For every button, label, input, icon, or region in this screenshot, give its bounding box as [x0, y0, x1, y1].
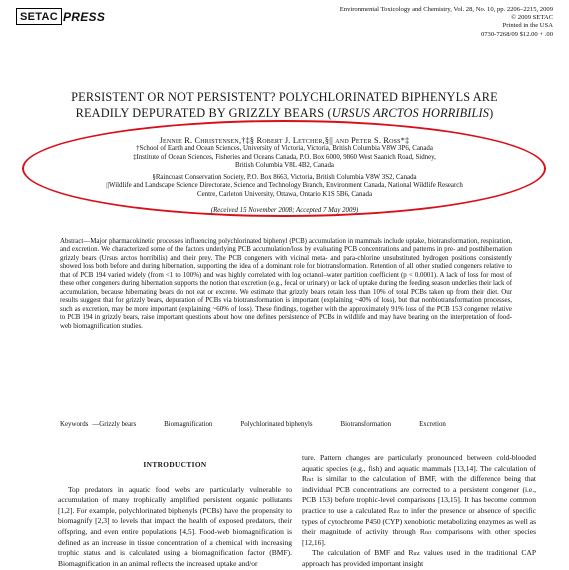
abstract-label: Abstract: [60, 238, 84, 245]
species-name: URSUS ARCTOS HORRIBILIS: [331, 105, 490, 120]
received-dates: (Received 15 November 2008; Accepted 7 May 2009): [210, 207, 359, 214]
keyword: Biomagnification: [164, 421, 213, 428]
body-paragraph: ture. Pattern changes are particularly pronounced between cold-blooded aquatic species (e.g., fish) and aquatic mammals [13,14]. The calculation of Rₘₜ is similar to the calculation of BMF, with the difference being that individual PCB concentrations are corrected to a persistent congener (i.e., PCB 153) before trophic-level comparisons [13,15]. It has become common practice to use a calculated Rₘₜ to infer the presence or absence of specific types of cytochrome P450 (CYP) xenobiotic metabolizing enzymes as well as their magnitude of activity through Rₘₜ comparisons with other species [12,16].: [302, 453, 536, 547]
keyword: Excretion: [419, 421, 446, 428]
abstract-text: —Major pharmacokinetic processes influencing polychlorinated biphenyl (PCB) accumulation in mammals include uptake, biotransformation, respiration, and excretion. We characterized some of the factors underlying PCB accumulation/loss by evaluating PCB concentrations and patterns in pre- and posthibernation grizzly bears (Ursus arctos horribilis) and their prey. The PCB congeners with vicinal meta- and para-chlorine unsubstituted hydrogen positions consistently showed loss both before and during hibernation, supporting the idea of a dominant role for biotransformation. Retention of all other studied congeners relative to that of PCB 194 varied widely (from <1 to 100%) and was highly correlated with log octanol–water partition coefficient (p < 0.0001). A lack of loss for most of these other congeners during hibernation supports the notion that excretion (e.g., fecal or urinary) or lack of uptake during the feeding season underlies their lack of accumulation, because hibernating bears do not eat or excrete. We estimate that grizzly bears retain less than 10% of total PCBs taken up from their diet. Our results suggest that for grizzly bears, depuration of PCBs via biotransformation is important (explaining ~40% of loss), but that nonbiotransformation processes, such as excretion, may be more important (explaining ~60% of loss). These findings, together with the approximately 91% loss of the PCB 153 congener relative to PCB 194 in grizzly bears, raise important questions about how one defines persistence of PCBs in wildlife and may have bearing on the interpretation of food-web biomagnification studies.: [60, 238, 512, 330]
right-column: [302, 453, 536, 570]
setac-press-logo: [16, 8, 105, 25]
journal-citation: [253, 6, 553, 39]
title-line-2: [36, 106, 533, 122]
paper-title: [36, 90, 533, 121]
journal-line: 0730-7268/09 $12.00 + .00: [480, 30, 553, 38]
intro-paragraph: Top predators in aquatic food webs are particularly vulnerable to accumulation of many trophically amplified persistent organic pollutants [1,2]. For example, polychlorinated biphenyls (PCBs) have the propensity to biomagnify [2,3] to levels that impact the health of exposed predators, their offspring, and even entire populations [4,5]. Food-web biomagnification is defined as an increase in tissue concentration of a chemical with increasing trophic status and is calculated using a biomagnification factor (BMF). Biomagnification in an animal reflects the increased uptake and/or: [58, 484, 292, 568]
title-text: ): [489, 105, 494, 120]
abstract: [60, 238, 512, 331]
affiliation: ‡Institute of Ocean Sciences, Fisheries and Oceans Canada, P.O. Box 6000, 9860 West Saanich Road, Sidney,: [133, 153, 436, 161]
author-block: [40, 136, 529, 199]
title-text: READILY DEPURATED BY GRIZZLY BEARS (: [75, 105, 332, 120]
title-line-1: PERSISTENT OR NOT PERSISTENT? POLYCHLORINATED BIPHENYLS ARE: [71, 90, 498, 104]
affiliation: †School of Earth and Ocean Sciences, University of Victoria, Victoria, British Columbia V8W 3P6, Canada: [136, 145, 433, 153]
keyword: Biotransformation: [340, 421, 392, 428]
journal-line: Printed in the USA: [502, 22, 553, 30]
journal-line: Environmental Toxicology and Chemistry, Vol. 28, No. 10, pp. 2206–2215, 2009: [339, 6, 553, 13]
keyword: Polychlorinated biphenyls: [240, 421, 313, 428]
left-column: [58, 460, 292, 569]
affiliation: §Raincoast Conservation Society, P.O. Box 8663, Victoria, British Columbia V8W 3S2, Canada: [152, 174, 417, 182]
affiliation: ||Wildlife and Landscape Science Directorate, Science and Technology Branch, Environment Canada, National Wildlife Research: [106, 182, 463, 190]
keyword: —Grizzly bears: [92, 421, 137, 428]
logo-box-text: SETAC: [16, 8, 62, 25]
section-heading: INTRODUCTION: [143, 460, 207, 469]
body-paragraph: The calculation of BMF and Rₘₜ values used in the traditional CAP approach has provided important insight: [302, 548, 536, 568]
affiliation: British Columbia V8L 4B2, Canada: [235, 161, 334, 169]
affiliation: Centre, Carleton University, Ottawa, Ontario K1S 5B6, Canada: [196, 190, 373, 198]
keywords-label: Keywords: [60, 421, 89, 428]
keywords: [60, 421, 512, 429]
logo-press-text: PRESS: [62, 9, 106, 24]
author-names: Jennie R. Christensen,†‡§ Robert J. Letcher,§|| and Peter S. Ross*‡: [159, 136, 410, 145]
journal-line: © 2009 SETAC: [511, 14, 553, 22]
